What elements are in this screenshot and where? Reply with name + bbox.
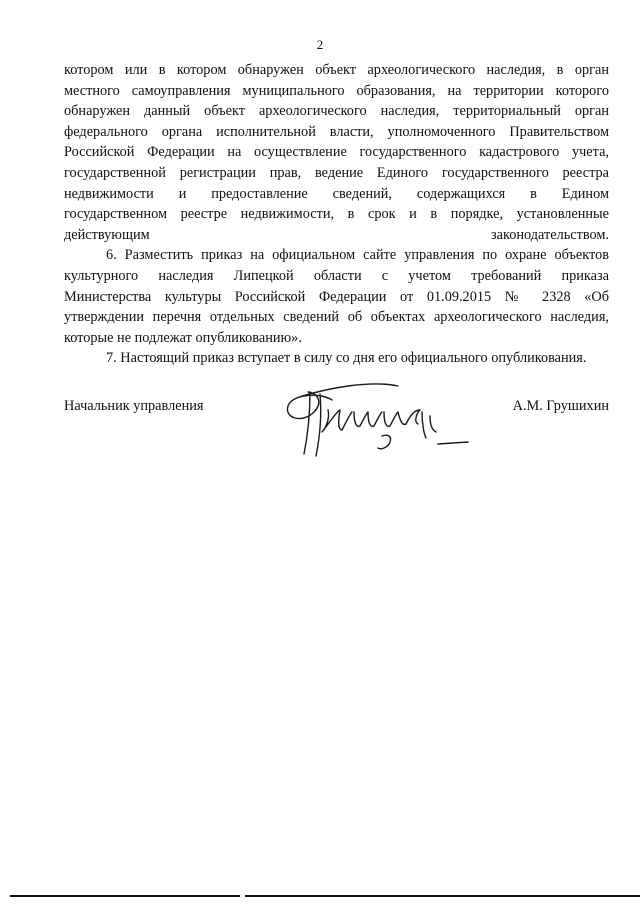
text-line: обнаружен данный объект археологического наследия, территориальный орган <box>64 103 609 120</box>
text-line: государственной регистрации прав, ведение Единого государственного реестра <box>64 164 609 181</box>
paragraph-item-6 <box>64 245 609 348</box>
text-line: 6. Разместить приказ на официальном сайте управления по охране объектов <box>106 247 609 264</box>
handwritten-signature <box>280 372 480 462</box>
text-line: Министерства культуры Российской Федерации от 01.09.2015 № 2328 «Об <box>64 288 609 305</box>
text-line: Российской Федерации на осуществление государственного кадастрового учета, <box>64 144 609 161</box>
text-line: местного самоуправления муниципального образования, на территории которого <box>64 82 609 99</box>
signer-position: Начальник управления <box>64 398 204 414</box>
text-line: 7. Настоящий приказ вступает в силу со дня его официального опубликования. <box>106 350 587 367</box>
text-line: федерального органа исполнительной власти, уполномоченного Правительством <box>64 123 609 140</box>
footer-rule <box>10 895 240 897</box>
text-line: котором или в котором обнаружен объект археологического наследия, в орган <box>64 62 609 78</box>
page-number: 2 <box>316 37 324 52</box>
text-line: действующим законодательством. <box>64 226 609 243</box>
text-line: которые не подлежат опубликованию». <box>64 329 302 346</box>
text-line: недвижимости и предоставление сведений, содержащихся в Едином <box>64 185 609 202</box>
text-line: культурного наследия Липецкой области с учетом требований приказа <box>64 267 609 284</box>
paragraph-continuation <box>64 60 609 245</box>
document-body <box>64 60 609 369</box>
footer-rule <box>245 895 640 897</box>
text-line: утверждении перечня отдельных сведений об объектах археологического наследия, <box>64 309 609 326</box>
paragraph-item-7 <box>64 348 609 369</box>
signer-name: А.М. Грушихин <box>512 398 609 414</box>
text-line: государственном реестре недвижимости, в срок и в порядке, установленные <box>64 206 609 223</box>
